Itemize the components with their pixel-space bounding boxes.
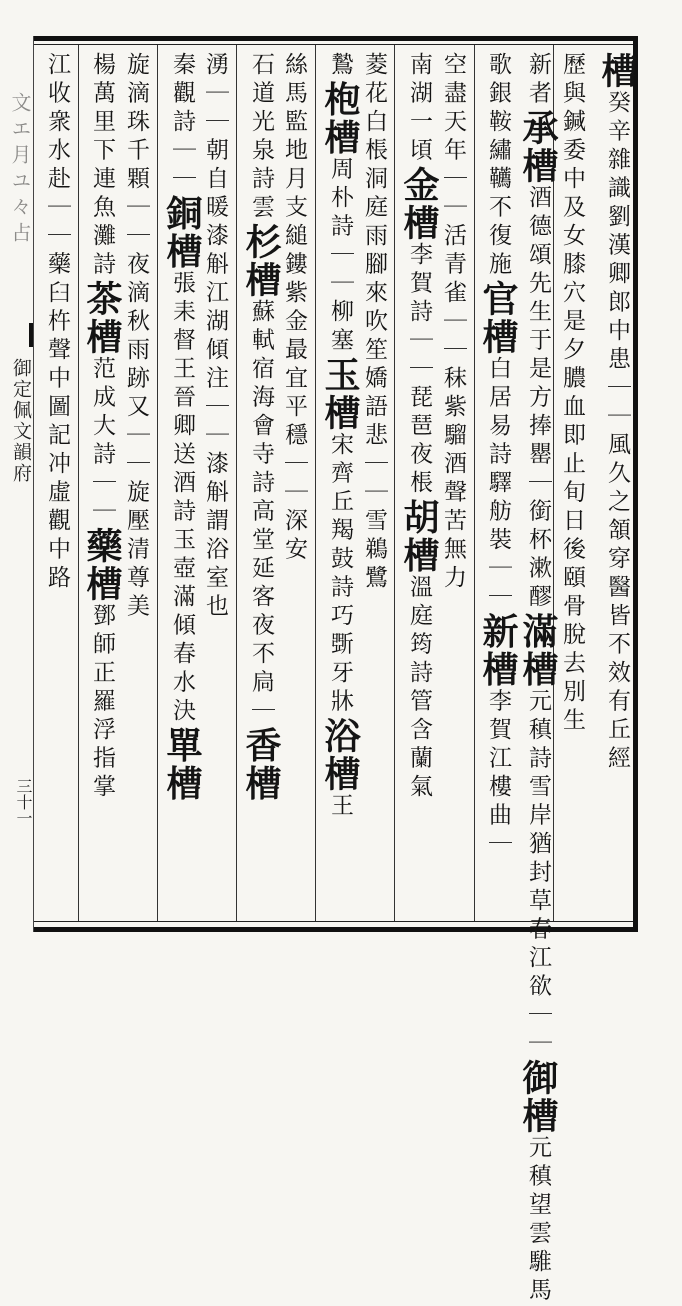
column-rule (157, 45, 158, 921)
text-column (517, 52, 559, 1306)
column-text: 元稹詩雪岸猶封草春江欲｜｜ (525, 688, 551, 1059)
headword: 官槽 (477, 280, 519, 356)
headword: 浴槽 (319, 717, 361, 793)
column-text: 空盡天年｜｜活青雀｜｜秣紫騮酒聲苦無力 (440, 52, 466, 594)
column-text: 江收衆水赴｜｜藥臼杵聲中圖記冲虛觀中路 (44, 52, 70, 594)
column-text: 白居易詩驛舫裝｜｜ (485, 356, 511, 613)
column-text: 楊萬里下連魚灘詩 (89, 52, 115, 280)
headword: 茶槽 (81, 280, 123, 356)
headword: 滿槽 (517, 612, 559, 689)
headword: 胡槽 (398, 498, 440, 575)
column-text: 鄧師正羅浮指掌 (89, 603, 115, 803)
page-number: 三十一 (14, 778, 33, 826)
headword: 御槽 (517, 1059, 559, 1135)
column-text: 歷與鍼委中及女膝穴是夕膿血即止旬日後頤骨脫去別生 (559, 52, 585, 736)
column-text: 者 (525, 80, 551, 109)
column-text: 癸辛雜識劉漢卿郎中患｜｜風久之頷穿醫皆不效有丘經 (604, 90, 630, 774)
column-text: 石道光泉詩雲 (248, 52, 274, 223)
text-column (441, 52, 464, 594)
page-margin (0, 36, 34, 932)
column-text: 元稹望雲騅馬 (525, 1135, 551, 1306)
column-text: 宋齊丘羯鼓詩巧斲牙牀 (327, 432, 353, 717)
column-text: 張耒督王晉卿送酒詩玉壺滿傾春水決 (169, 270, 195, 727)
text-column (596, 52, 638, 774)
headword: 枹槽 (319, 80, 361, 157)
text-column (477, 52, 519, 860)
margin-faded-text: 文エ月ユ々占 (8, 92, 32, 248)
column-rule (236, 45, 237, 921)
column-text: 周朴詩｜｜柳塞 (327, 156, 353, 356)
text-column (124, 52, 147, 622)
column-text: 蘇軾宿海會寺詩高堂延客夜不扃｜ (248, 299, 274, 727)
text-column (45, 52, 68, 594)
column-text: 歌銀鞍繡韉不復施 (485, 52, 511, 280)
text-column (203, 52, 226, 622)
frame-top-inner-line (34, 44, 638, 45)
column-text: 酒德頌先生于是方捧罌｜銜杯漱醪 (525, 185, 551, 613)
column-text: 李賀詩｜｜琵琶夜棖 (406, 242, 432, 499)
column-text: 湧｜｜朝自暖漆斛江湖傾注｜｜漆斛謂浴室也 (202, 52, 228, 622)
text-column (560, 52, 583, 736)
text-column (319, 52, 361, 822)
headword: 槽 (596, 52, 638, 90)
headword: 單槽 (161, 726, 203, 803)
headword: 銅槽 (161, 194, 203, 271)
book-title: 御定佩文韻府 (10, 358, 32, 484)
column-text: 溫庭筠詩管含蘭氣 (406, 574, 432, 803)
text-column (362, 52, 385, 594)
headword: 承槽 (517, 109, 559, 185)
column-rule (394, 45, 395, 921)
headword: 金槽 (398, 166, 440, 242)
column-text: 秦觀詩｜｜ (169, 52, 195, 195)
column-rule (315, 45, 316, 921)
column-text: 菱花白棖洞庭雨腳來吹笙嬌語悲｜｜雪鵜鷺 (361, 52, 387, 594)
column-text: 范成大詩｜｜ (89, 356, 115, 527)
column-text: 李賀江樓曲｜ (485, 688, 511, 860)
headword: 香槽 (240, 726, 282, 803)
column-text: 南湖一頃 (406, 52, 432, 166)
column-rule (78, 45, 79, 921)
column-text: 馬監地月支縋鏤紫金最宜平穩｜｜深安 (281, 80, 307, 565)
column-text: 王 (327, 793, 353, 822)
column-rule (474, 45, 475, 921)
frame-left-line (33, 36, 34, 932)
column-text: 旋滴珠千顆｜｜夜滴秋雨跡又｜｜旋壓清尊美 (123, 52, 149, 622)
text-column (240, 52, 282, 803)
text-column (81, 52, 123, 803)
text-column (161, 52, 203, 803)
headword: 藥槽 (81, 527, 123, 603)
column-text: 絲 (281, 52, 307, 81)
frame-top-border (34, 36, 638, 41)
headword: 新槽 (477, 612, 519, 689)
text-column (282, 52, 305, 565)
headword: 杉槽 (240, 223, 282, 299)
column-text: 鷙 (327, 52, 353, 81)
column-text: 新 (525, 52, 551, 81)
text-column (398, 52, 440, 803)
headword: 玉槽 (319, 356, 361, 432)
